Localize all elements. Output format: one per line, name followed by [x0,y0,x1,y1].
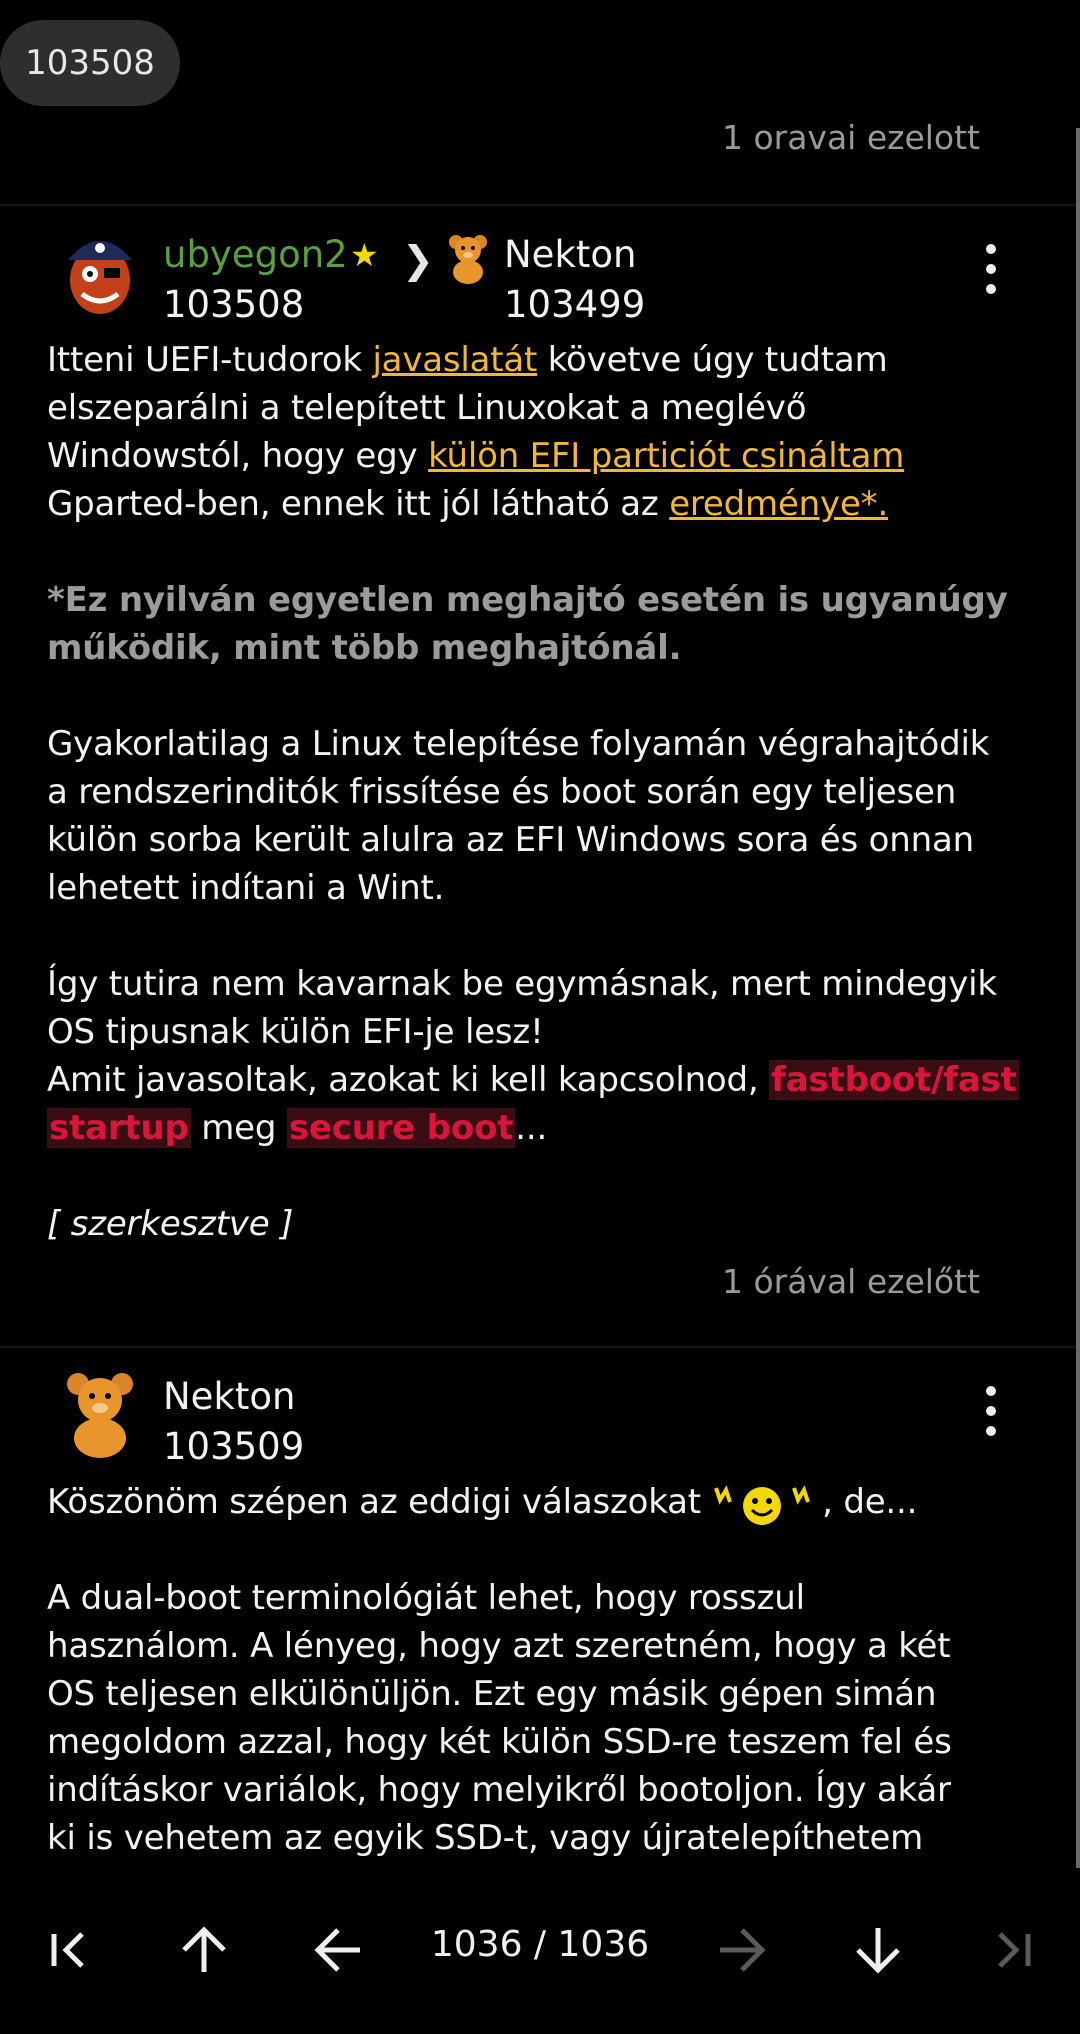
text: elszeparálni a telepített Linuxokat a meglévő [47,388,807,428]
note-text: *Ez nyilván egyetlen meghajtó esetén is ugyanúgy [47,580,1008,620]
post-body [47,336,1037,1248]
text: külön sorba került alulra az EFI Windows sora és onnan [47,820,974,860]
text: Windowstól, hogy egy [47,436,429,476]
post [0,1346,1076,1868]
reply-to-number[interactable]: 103499 [504,283,646,326]
post-timestamp: 1 órával ezelőtt [721,1262,980,1301]
teddy-bear-icon [444,232,492,284]
author-number: 103509 [163,1425,305,1468]
last-page-icon[interactable] [982,1920,1042,1980]
text: ... [515,1108,548,1148]
scroll-top-icon[interactable] [174,1920,234,1980]
text: Köszönöm szépen az eddigi válaszokat [47,1482,712,1522]
teddy-bear-avatar-icon[interactable] [60,1370,140,1460]
text: a rendszerinditók frissítése és boot során egy teljesen [47,772,957,812]
edited-label: [ szerkesztve ] [47,1204,294,1244]
text: OS teljesen elkülönüljön. Ezt egy másik gépen simán [47,1674,937,1714]
text: Itteni UEFI-tudorok [47,340,373,380]
author-name[interactable]: ubyegon2 [163,233,348,276]
text: lehetett indítani a Wint. [47,868,445,908]
bottom-navigation-bar [0,1868,1080,2034]
text: OS tipusnak külön EFI-je lesz! [47,1012,544,1052]
prev-page-icon[interactable] [308,1920,368,1980]
text: követve úgy tudtam [537,340,888,380]
smiley-emoticon-icon [712,1482,812,1526]
author-number: 103508 [163,283,305,326]
text: A dual-boot terminológiát lehet, hogy rosszul [47,1578,805,1618]
reply-arrow-icon: ❯ [402,238,434,282]
text: , de... [811,1482,918,1522]
scroll-bottom-icon[interactable] [848,1920,908,1980]
link-eredmenye[interactable]: eredménye*. [669,484,889,524]
next-page-icon[interactable] [712,1920,772,1980]
post-body [47,1478,1037,1862]
reply-to-name[interactable]: Nekton [504,233,637,276]
text: indításkor variálok, hogy melyikről bootoljon. Így akár [47,1770,951,1810]
text: Így tutira nem kavarnak be egymásnak, mert mindegyik [47,964,997,1004]
post [0,204,1076,1332]
text: Amit javasoltak, azokat ki kell kapcsolnod, [47,1060,770,1100]
text: Gyakorlatilag a Linux telepítése folyamán végrahajtódik [47,724,990,764]
text: megoldom azzal, hogy két külön SSD-re teszem fel és [47,1722,952,1762]
text: használom. A lényeg, hogy azt szeretném, hogy a két [47,1626,951,1666]
text: meg [190,1108,287,1148]
scrollbar[interactable] [1076,128,1080,1868]
link-efi-particio[interactable]: külön EFI particiót csináltam [428,436,905,476]
highlight-secure-boot: secure boot [288,1108,514,1148]
text: ki is vehetem az egyik SSD-t, vagy újratelepíthetem [47,1818,924,1858]
more-options-icon[interactable] [984,1386,998,1436]
pirate-avatar-icon[interactable] [60,228,140,318]
post-timestamp: 1 oravai ezelott [721,118,980,157]
text: Gparted-ben, ennek itt jól látható az [47,484,670,524]
first-page-icon[interactable] [40,1920,100,1980]
highlight-startup: startup [49,1108,189,1148]
author-name[interactable]: Nekton [163,1375,296,1418]
star-icon: ★ [350,236,379,274]
page-indicator[interactable]: 1036 / 1036 [430,1924,650,1965]
note-text: működik, mint több meghajtónál. [47,628,682,668]
more-options-icon[interactable] [984,244,998,294]
post-number-pill[interactable]: 103508 [0,20,180,106]
highlight-fastboot: fastboot/fast [771,1060,1017,1100]
link-javaslatat[interactable]: javaslatát [372,340,538,380]
